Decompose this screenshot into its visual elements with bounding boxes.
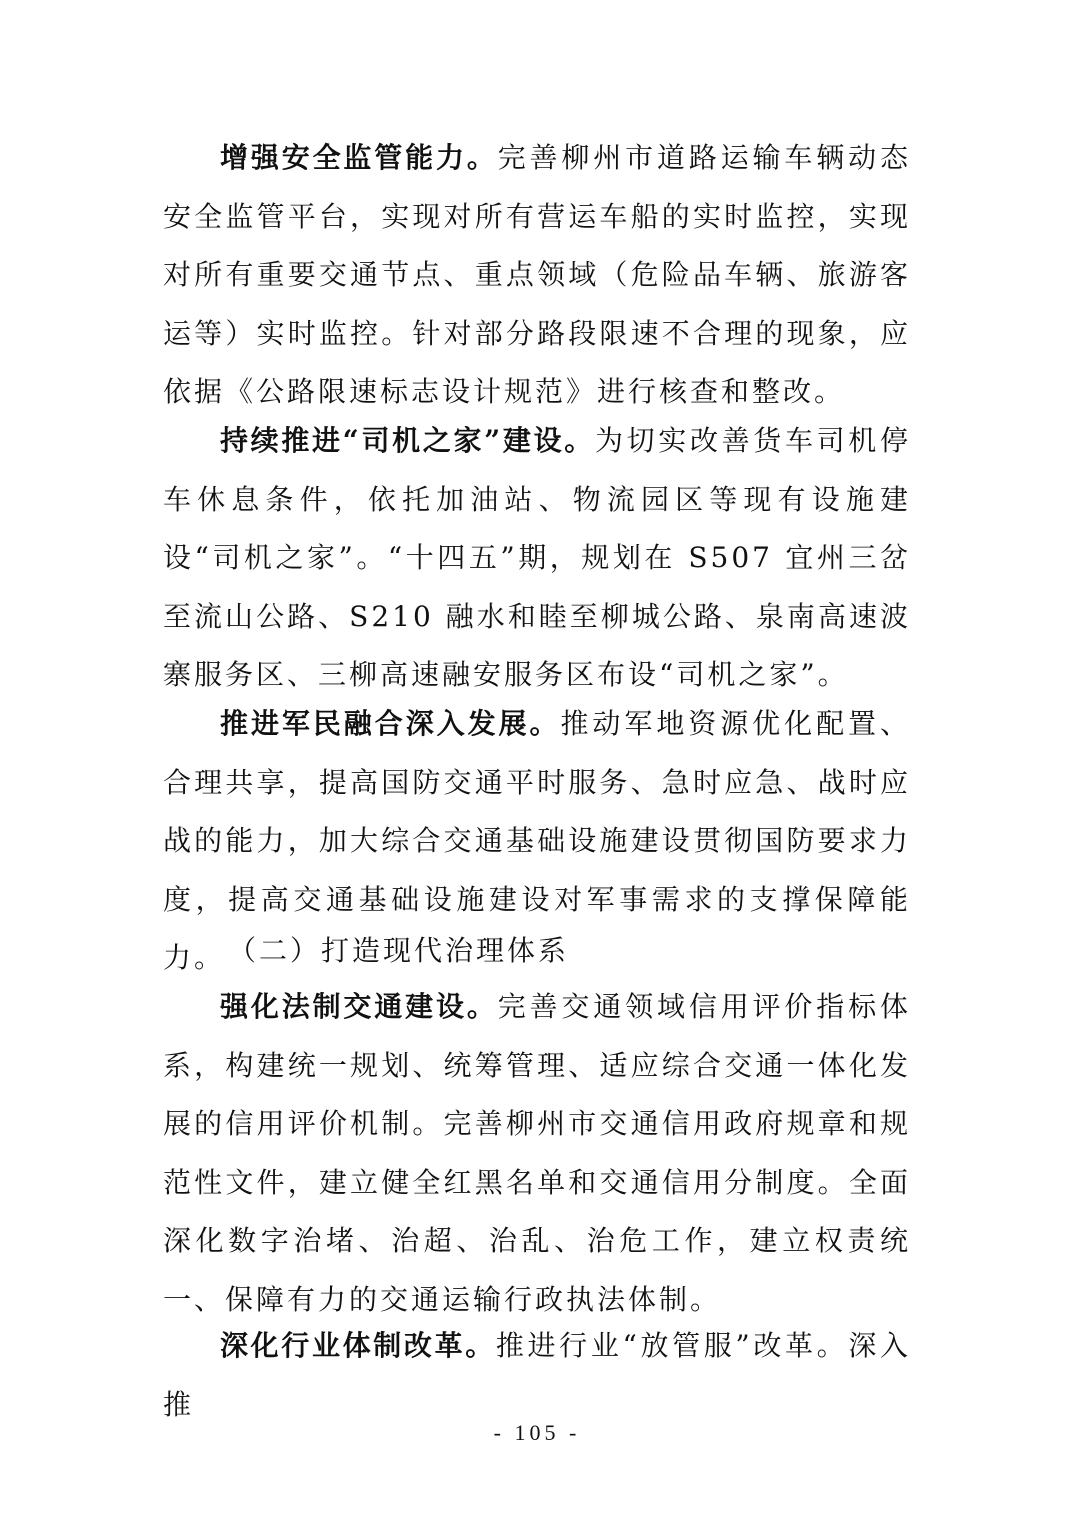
paragraph-safety-supervision (163, 129, 911, 422)
paragraph-body: 完善交通领域信用评价指标体系，构建统一规划、统筹管理、适应综合交通一体化发展的信用评价机制。完善柳州市交通信用政府规章和规范性文件，建立健全红黑名单和交通信用分制度。全面深化数字治堵、治超、治乱、治危工作，建立权责统一、保障有力的交通运输行政执法体制。 (163, 990, 911, 1316)
paragraph-body: 推进行业“放管服”改革。深入推 (163, 1329, 911, 1421)
paragraph-lead: 强化法制交通建设。 (220, 990, 498, 1023)
paragraph-lead: 持续推进“司机之家”建设。 (220, 424, 595, 457)
paragraph-body: 推动军地资源优化配置、合理共享，提高国防交通平时服务、急时应急、战时应战的能力，加大综合交通基础设施建设贯彻国防要求力度，提高交通基础设施建设对军事需求的支撑保障能力。 (163, 707, 911, 974)
paragraph-industry-reform (163, 1317, 911, 1434)
paragraph-legal-transport (163, 978, 911, 1329)
paragraph-lead: 增强安全监管能力。 (220, 141, 498, 174)
paragraph-body: 完善柳州市道路运输车辆动态安全监管平台，实现对所有营运车船的实时监控，实现对所有重要交通节点、重点领域（危险品车辆、旅游客运等）实时监控。针对部分路段限速不合理的现象，应依据《公路限速标志设计规范》进行核查和整改。 (163, 141, 911, 408)
paragraph-lead: 深化行业体制改革。 (220, 1329, 496, 1362)
paragraph-body: 为切实改善货车司机停车休息条件，依托加油站、物流园区等现有设施建设“司机之家”。“十四五”期，规划在 S507 宜州三岔至流山公路、S210 融水和睦至柳城公路、泉南高速波寨服务区、三柳高速融安服务区布设“司机之家”。 (163, 424, 911, 691)
section-subheading: （二）打造现代治理体系 (228, 934, 570, 967)
paragraph-driver-home (163, 412, 911, 705)
page-number: - 105 - (493, 1420, 581, 1445)
paragraph-lead: 推进军民融合深入发展。 (220, 707, 561, 740)
